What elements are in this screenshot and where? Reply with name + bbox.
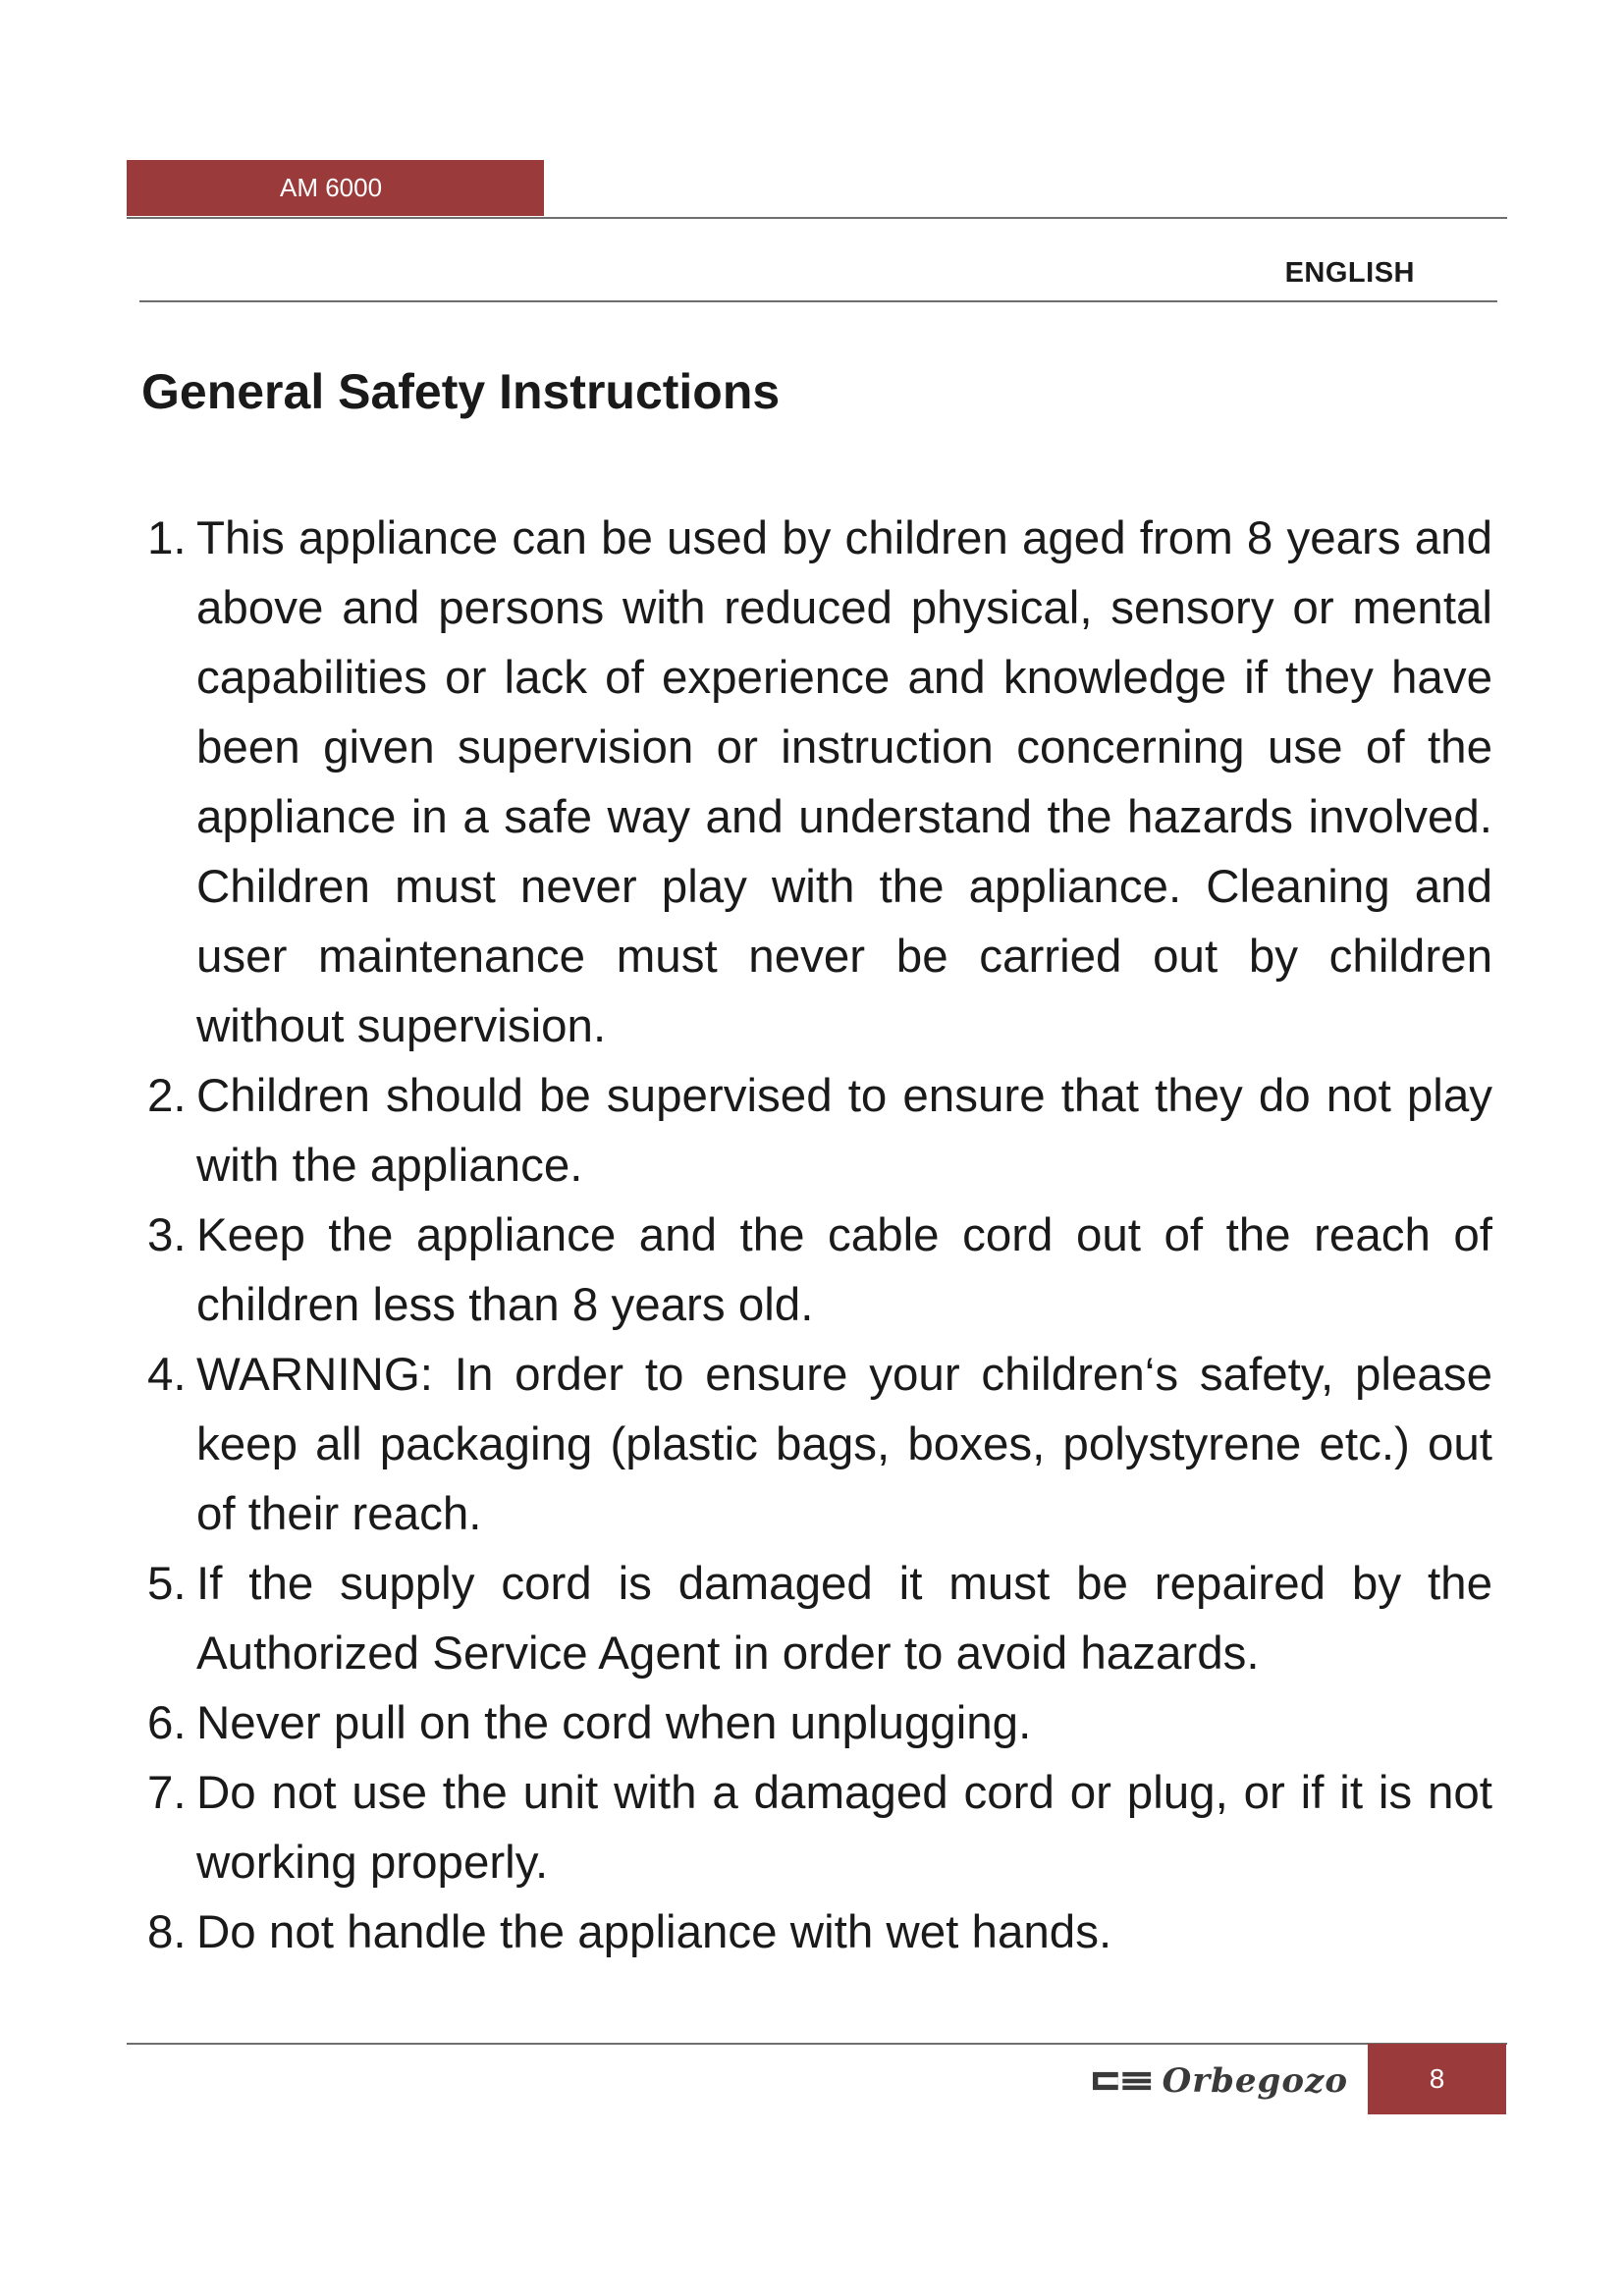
page-title: General Safety Instructions xyxy=(141,364,781,419)
brand-logo xyxy=(1093,2059,1348,2103)
instruction-number: 5. xyxy=(147,1558,187,1610)
instruction-number: 8. xyxy=(147,1906,187,1958)
instruction-list xyxy=(147,504,1492,1967)
instruction-number: 3. xyxy=(147,1209,187,1261)
instruction-item xyxy=(147,1061,1492,1201)
instruction-item xyxy=(147,504,1492,1061)
instruction-item xyxy=(147,1340,1492,1549)
instruction-text: WARNING: In order to ensure your children‘s safety, please keep all packaging (plastic bags, boxes, polystyrene etc.) out of their reach. xyxy=(196,1349,1492,1540)
instruction-item xyxy=(147,1758,1492,1897)
brand-name: Orbegozo xyxy=(1162,2061,1348,2101)
instruction-item xyxy=(147,1201,1492,1340)
footer-rule xyxy=(127,2043,1507,2045)
instruction-text: Keep the appliance and the cable cord out of the reach of children less than 8 years old. xyxy=(196,1209,1492,1331)
page-number xyxy=(1368,2044,1506,2114)
instruction-text: This appliance can be used by children aged from 8 years and above and persons with reduced physical, sensory or mental capabilities or lack of experience and knowledge if they have been given supervision or instruction concerning use of the appliance in a safe way and understand the hazards involved. Children must never play with the appliance. Cleaning and user maintenance must never be carried out by children without supervision. xyxy=(196,512,1492,1052)
instruction-number: 1. xyxy=(147,512,187,564)
instruction-number: 2. xyxy=(147,1070,187,1122)
language-rule xyxy=(139,300,1497,302)
brand-mark-icon xyxy=(1093,2066,1153,2096)
instruction-number: 4. xyxy=(147,1349,187,1401)
instruction-text: Do not use the unit with a damaged cord or plug, or if it is not working properly. xyxy=(196,1767,1492,1889)
model-label: AM 6000 xyxy=(280,173,383,202)
instruction-item xyxy=(147,1897,1492,1967)
instruction-number: 7. xyxy=(147,1767,187,1819)
instruction-number: 6. xyxy=(147,1697,187,1749)
instruction-text: Children should be supervised to ensure that they do not play with the appliance. xyxy=(196,1070,1492,1192)
language-label: ENGLISH xyxy=(1284,257,1415,289)
page-number-label: 8 xyxy=(1429,2063,1445,2094)
model-tab xyxy=(127,160,544,216)
header-rule xyxy=(127,217,1507,219)
instruction-text: Never pull on the cord when unplugging. xyxy=(196,1697,1032,1749)
instruction-text: Do not handle the appliance with wet hands. xyxy=(196,1906,1112,1958)
instruction-item xyxy=(147,1549,1492,1688)
instruction-text: If the supply cord is damaged it must be repaired by the Authorized Service Agent in order to avoid hazards. xyxy=(196,1558,1492,1680)
instruction-item xyxy=(147,1688,1492,1758)
